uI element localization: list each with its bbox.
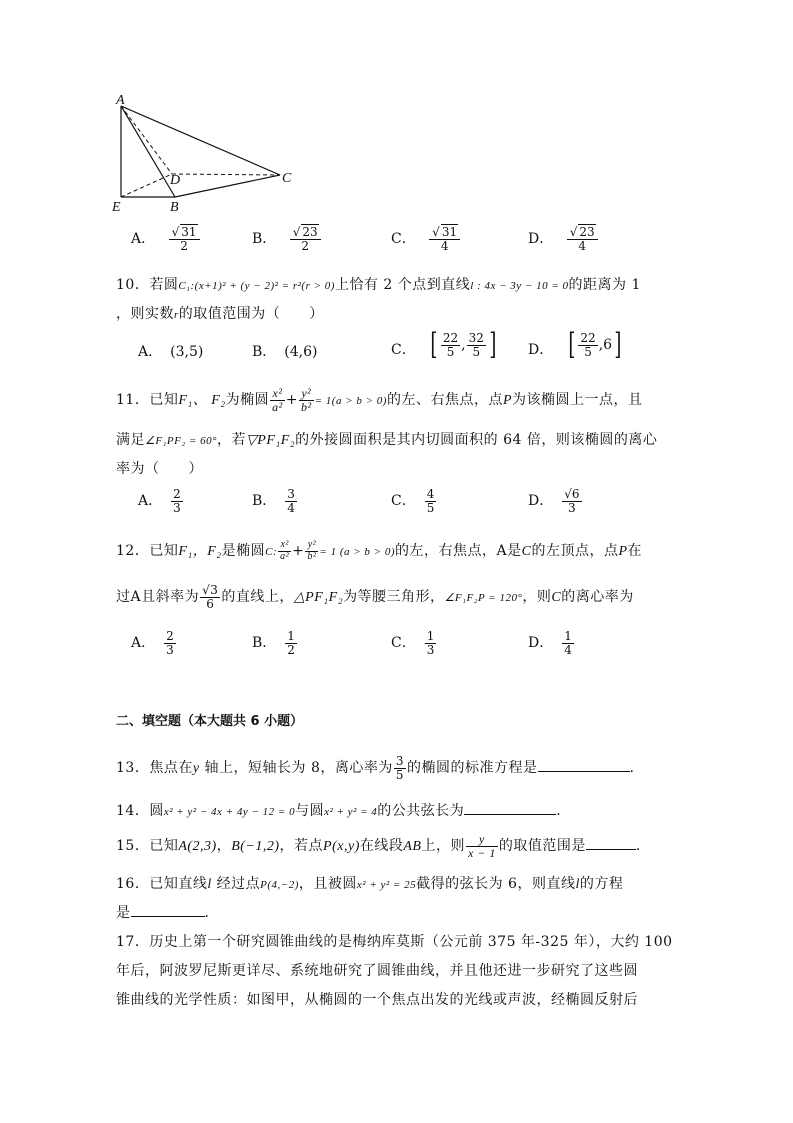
option-label: A． bbox=[131, 635, 156, 652]
text: 截得的弦长为 6，则直线 bbox=[416, 876, 576, 892]
numerator: √3 bbox=[202, 583, 219, 597]
numerator: 31 bbox=[441, 225, 458, 239]
fraction: $\frac{√ 31}{2}$ bbox=[170, 226, 199, 252]
denominator: 4 bbox=[564, 642, 572, 657]
option-label: D． bbox=[528, 342, 554, 358]
foci: F₁、 F₂ bbox=[178, 393, 226, 409]
fraction: $\frac{√ 23}{2}$ bbox=[291, 226, 320, 252]
option-label: C． bbox=[391, 635, 416, 652]
q10-line1 bbox=[116, 274, 641, 294]
edge-ab bbox=[121, 106, 175, 197]
text: . bbox=[629, 760, 635, 777]
numerator: 3 bbox=[395, 754, 404, 768]
option-label: B． bbox=[252, 231, 277, 248]
numerator: 31 bbox=[181, 225, 197, 239]
denominator: a² bbox=[272, 399, 283, 414]
text: 的左，右焦点， bbox=[395, 543, 497, 559]
angle: ∠F₁F₂P = 120° bbox=[444, 592, 523, 605]
text: 是 bbox=[507, 543, 522, 559]
denominator: 5 bbox=[584, 344, 592, 359]
plus: + bbox=[285, 392, 299, 409]
q11-option-c[interactable] bbox=[391, 488, 437, 514]
text: 为椭圆 bbox=[225, 392, 270, 409]
numerator: 22 bbox=[442, 330, 459, 345]
numerator: 1 bbox=[287, 629, 295, 643]
text: 的距离为 1 bbox=[568, 277, 641, 293]
denominator: 4 bbox=[578, 238, 586, 253]
q17-line2 bbox=[116, 960, 638, 980]
text: 16．已知直线 bbox=[116, 876, 208, 892]
text: 的左、右焦点，点 bbox=[386, 392, 503, 409]
line-equation: l : 4x − 3y − 10 = 0 bbox=[470, 280, 569, 292]
ellipse-c: C bbox=[521, 544, 532, 559]
text: 锥曲线的光学性质：如图甲，从椭圆的一个焦点出发的光线或声波，经椭圆反射后 bbox=[116, 992, 638, 1008]
condition: = 1(a > b > 0) bbox=[314, 395, 387, 408]
q17-line1 bbox=[116, 931, 673, 951]
text: 的外接圆面积是其内切圆面积的 64 倍，则该椭圆的离心 bbox=[295, 432, 658, 448]
edge-dc-dashed bbox=[172, 174, 280, 175]
section-title-text: 二、填空题（本大题共 6 小题） bbox=[116, 714, 304, 729]
ellipse-c: C bbox=[551, 590, 562, 606]
text: . bbox=[204, 905, 210, 921]
numerator: 1 bbox=[426, 629, 435, 643]
q9-option-b[interactable] bbox=[252, 226, 322, 252]
denominator: 6 bbox=[206, 596, 215, 611]
q10-option-c[interactable]: C． [ $\frac{22}{5}$ , $\frac{32}{5}$ ] bbox=[391, 327, 497, 362]
numerator: 23 bbox=[579, 225, 595, 239]
text: ，若 bbox=[217, 432, 246, 448]
q17-line3 bbox=[116, 989, 638, 1009]
q9-option-d[interactable] bbox=[528, 226, 599, 252]
text: 过 bbox=[116, 589, 131, 606]
text: ，若点 bbox=[279, 838, 324, 855]
q11-option-b[interactable] bbox=[252, 488, 298, 514]
option-label: A． bbox=[131, 231, 156, 248]
geometry-figure bbox=[108, 90, 308, 215]
q12-line1: 12．已知F₁，F₂是椭圆C: $\frac{\text{x²}}{\text{a²}}$ + $\frac{\text{y²}}{\text{b²}}$ = 1 (a > b > 0)的左，右焦点，A是C的左顶点，点P在 bbox=[116, 539, 643, 562]
section-title-fill-in bbox=[116, 710, 303, 729]
q12-option-a[interactable] bbox=[131, 630, 177, 656]
q10-option-b[interactable] bbox=[252, 341, 318, 361]
denominator: 3 bbox=[426, 642, 435, 657]
text: 在 bbox=[627, 543, 643, 559]
numerator: 1 bbox=[564, 629, 572, 643]
text: 与圆 bbox=[295, 803, 325, 819]
segment: AB bbox=[403, 839, 422, 855]
option-label: C． bbox=[391, 493, 416, 510]
answer-blank[interactable] bbox=[538, 759, 630, 772]
q12-option-b[interactable] bbox=[252, 630, 298, 656]
point-label-c: C bbox=[282, 171, 292, 186]
text: 的方程 bbox=[579, 876, 624, 892]
text: 15．已知 bbox=[116, 838, 179, 855]
text: 经过点 bbox=[211, 876, 261, 892]
q11-option-d[interactable] bbox=[528, 488, 583, 514]
text: 是椭圆 bbox=[221, 543, 266, 559]
text: ，则 bbox=[522, 589, 552, 606]
equation: x² + y² − 4x + 4y − 12 = 0 bbox=[163, 806, 296, 818]
denominator: 5 bbox=[395, 767, 404, 782]
text: 轴上，短轴长为 8，离心率为 bbox=[199, 760, 393, 777]
text: 在线段 bbox=[359, 838, 404, 855]
numerator: 3 bbox=[287, 487, 295, 501]
option-label: C． bbox=[391, 231, 416, 248]
triangle: ▽PF₁F₂ bbox=[246, 433, 296, 448]
text: 的离心率为 bbox=[561, 589, 634, 606]
text: 且斜率为 bbox=[141, 589, 200, 606]
numerator: 2 bbox=[173, 487, 181, 501]
numerator: y bbox=[479, 832, 485, 846]
foci: F₁，F₂ bbox=[178, 544, 222, 559]
numerator: 4 bbox=[426, 487, 435, 501]
denominator: 2 bbox=[287, 642, 295, 657]
text: 的左顶点，点 bbox=[531, 543, 619, 559]
answer-blank[interactable] bbox=[464, 802, 556, 815]
edge-ad-dashed bbox=[121, 106, 172, 174]
q14 bbox=[116, 800, 561, 820]
q15 bbox=[116, 833, 641, 859]
variable: r bbox=[174, 309, 179, 321]
condition: = 1 (a > b > 0) bbox=[319, 546, 396, 558]
q13 bbox=[116, 755, 634, 781]
point-label-b: B bbox=[170, 200, 179, 215]
fraction: $\frac{√ 31}{4}$ bbox=[430, 226, 459, 252]
option-value: (3,5) bbox=[170, 344, 204, 360]
point-label-e: E bbox=[112, 200, 121, 215]
numerator: x² bbox=[280, 539, 289, 550]
circle-equation: C₁:(x+1)² + (y − 2)² = r²(r > 0) bbox=[178, 280, 335, 292]
edge-ed-dashed bbox=[121, 174, 172, 197]
numerator: 23 bbox=[302, 225, 318, 239]
edge-bc bbox=[175, 175, 280, 197]
option-label: D． bbox=[528, 231, 554, 248]
option-value: (4,6) bbox=[284, 344, 318, 360]
q11-line3 bbox=[116, 458, 203, 478]
text: 11．已知 bbox=[116, 392, 179, 409]
q11-line1 bbox=[116, 387, 643, 413]
denominator: 3 bbox=[166, 642, 174, 657]
angle: ∠F₁PF₂ = 60° bbox=[145, 435, 217, 447]
equation: x² + y² = 4 bbox=[324, 806, 378, 818]
q11-option-a[interactable] bbox=[138, 488, 184, 514]
text: . bbox=[635, 838, 641, 855]
q10-option-d[interactable]: D． [ $\frac{22}{5}$ , 6 ] bbox=[528, 327, 622, 362]
numerator: x² bbox=[272, 386, 283, 400]
text: 年后，阿波罗尼斯更详尽、系统地研究了圆锥曲线，并且他还进一步研究了这些圆 bbox=[116, 963, 638, 979]
text: 为该椭圆上一点，且 bbox=[512, 392, 643, 409]
text: 的椭圆的标准方程是 bbox=[407, 760, 538, 777]
point-p: P bbox=[502, 393, 513, 409]
answer-blank[interactable] bbox=[131, 904, 205, 917]
point-a: A bbox=[496, 543, 508, 559]
denominator: 3 bbox=[173, 500, 181, 515]
point-p: P bbox=[618, 544, 628, 559]
denominator: 2 bbox=[180, 238, 188, 253]
q10-option-a[interactable] bbox=[138, 341, 203, 361]
equation: x² + y² = 25 bbox=[356, 879, 417, 891]
option-label: A． bbox=[138, 344, 163, 360]
text: 的公共弦长为 bbox=[377, 803, 465, 819]
answer-blank[interactable] bbox=[586, 837, 636, 850]
denominator: 2 bbox=[301, 238, 310, 253]
point-p: P(4,−2) bbox=[260, 879, 299, 891]
denominator: 5 bbox=[472, 344, 481, 359]
ellipse-name: C: bbox=[265, 546, 278, 558]
option-label: B． bbox=[252, 493, 277, 510]
text: 12．已知 bbox=[116, 543, 179, 559]
edge-ac bbox=[121, 106, 280, 175]
option-label: B． bbox=[252, 635, 277, 652]
option-label: D． bbox=[528, 635, 554, 652]
triangle: △PF₁F₂ bbox=[293, 590, 344, 606]
text: 上，则 bbox=[421, 838, 465, 855]
text: 的取值范围为（ ） bbox=[178, 306, 324, 322]
denominator: b² bbox=[301, 399, 312, 414]
text: 的取值范围是 bbox=[498, 838, 586, 855]
text: 率为（ ） bbox=[116, 461, 203, 477]
q9-option-c[interactable] bbox=[391, 226, 461, 252]
numerator: 32 bbox=[468, 330, 484, 345]
denominator: 4 bbox=[287, 500, 295, 515]
option-tail: 6 bbox=[603, 337, 613, 353]
denominator: x − 1 bbox=[467, 845, 496, 860]
denominator: 5 bbox=[426, 500, 435, 515]
option-label: C． bbox=[391, 342, 416, 358]
q16-line1 bbox=[116, 873, 623, 893]
q12-option-c[interactable] bbox=[391, 630, 437, 656]
denominator: 4 bbox=[440, 238, 449, 253]
text: 10．若圆 bbox=[116, 277, 179, 293]
numerator: 22 bbox=[580, 330, 596, 345]
text: ，且被圆 bbox=[298, 876, 357, 892]
denominator: a² bbox=[280, 550, 290, 562]
option-label: D． bbox=[528, 493, 554, 510]
q16-line2 bbox=[116, 902, 209, 922]
text: 14．圆 bbox=[116, 803, 164, 819]
numerator: 2 bbox=[166, 629, 174, 643]
point-b: B(−1,2) bbox=[231, 839, 280, 855]
option-label: B． bbox=[252, 344, 277, 360]
point-label-d: D bbox=[170, 173, 181, 188]
numerator: y² bbox=[307, 539, 317, 550]
point-a: A(2,3) bbox=[178, 839, 217, 855]
variable: y bbox=[192, 761, 200, 777]
variable: l bbox=[575, 877, 580, 892]
q12-line2 bbox=[116, 584, 634, 610]
denominator: 5 bbox=[446, 344, 455, 359]
denominator: b² bbox=[307, 550, 317, 562]
q12-option-d[interactable] bbox=[528, 630, 575, 656]
point-label-a: A bbox=[116, 93, 125, 108]
fraction: $\frac{√ 23}{4}$ bbox=[568, 226, 597, 252]
text: 13．焦点在 bbox=[116, 760, 193, 777]
text: 的直线上， bbox=[221, 589, 294, 606]
text: 为等腰三角形， bbox=[343, 589, 445, 606]
q9-option-a[interactable] bbox=[131, 226, 201, 252]
text: 是 bbox=[116, 905, 131, 921]
text: 上恰有 2 个点到直线 bbox=[334, 277, 471, 293]
numerator: √6 bbox=[564, 487, 580, 501]
denominator: 3 bbox=[568, 500, 576, 515]
point-p: P(x,y) bbox=[323, 839, 360, 855]
numerator: y² bbox=[301, 386, 312, 400]
text: ， bbox=[216, 838, 232, 855]
option-label: A． bbox=[138, 493, 163, 510]
text: ，则实数 bbox=[116, 306, 174, 322]
q10-line2 bbox=[116, 303, 324, 323]
text: . bbox=[556, 803, 562, 819]
variable: l bbox=[207, 877, 212, 892]
text: 17．历史上第一个研究圆锥曲线的是梅纳库莫斯（公元前 375 年-325 年），大约 100 bbox=[116, 934, 673, 950]
q11-line2 bbox=[116, 429, 657, 449]
text: 满足 bbox=[116, 432, 145, 448]
point-a: A bbox=[130, 589, 142, 606]
